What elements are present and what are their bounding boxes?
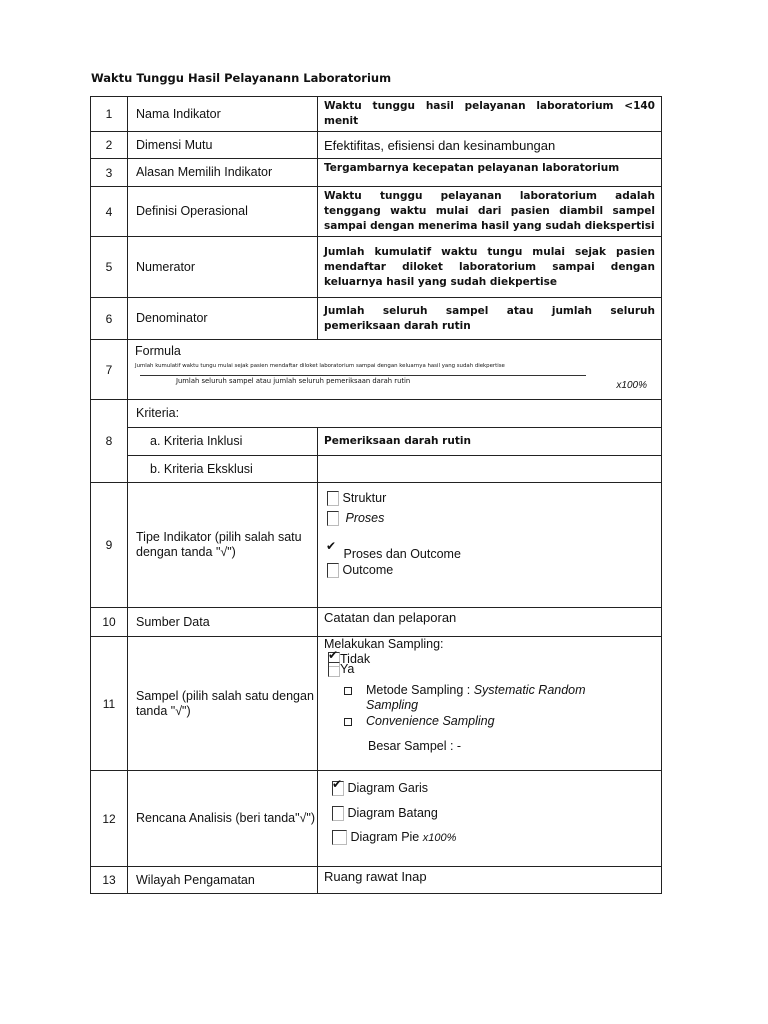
row-label: Nama Indikator bbox=[128, 97, 318, 132]
criteria-eksklusi-value bbox=[318, 456, 662, 483]
row-number: 10 bbox=[91, 608, 128, 637]
criteria-inklusi-label: a. Kriteria Inklusi bbox=[128, 428, 318, 456]
row-label: Tipe Indikator (pilih salah satu dengan tanda "√") bbox=[128, 483, 318, 608]
sample-size: Besar Sampel : - bbox=[368, 739, 462, 754]
row-number: 5 bbox=[91, 237, 128, 298]
analysis-options bbox=[318, 771, 662, 867]
table-row bbox=[91, 97, 662, 132]
checkbox-icon[interactable] bbox=[327, 491, 339, 506]
option-label: Diagram Batang bbox=[347, 806, 438, 820]
bullet-icon bbox=[344, 687, 352, 695]
row-number: 11 bbox=[91, 637, 128, 771]
sampling-heading: Melakukan Sampling: bbox=[324, 637, 444, 651]
table-row bbox=[91, 428, 662, 456]
checkbox-icon[interactable] bbox=[327, 563, 339, 578]
row-label: Dimensi Mutu bbox=[128, 132, 318, 159]
row-value: Efektifitas, efisiensi dan kesinambungan bbox=[318, 132, 662, 159]
row-label: Rencana Analisis (beri tanda"√") bbox=[128, 771, 318, 867]
row-value: Ruang rawat Inap bbox=[318, 867, 662, 894]
checkbox-icon[interactable] bbox=[332, 806, 344, 821]
table-row bbox=[91, 400, 662, 428]
option-diagram-batang[interactable] bbox=[332, 806, 661, 830]
pie-suffix: x100% bbox=[422, 832, 457, 844]
row-number: 3 bbox=[91, 159, 128, 187]
method-prefix: Metode Sampling : bbox=[366, 683, 474, 698]
criteria-inklusi-value: Pemeriksaan darah rutin bbox=[318, 428, 662, 456]
option-struktur[interactable] bbox=[327, 491, 661, 511]
option-label: Struktur bbox=[342, 491, 387, 505]
option-proses-dan-outcome[interactable] bbox=[327, 543, 661, 563]
table-row bbox=[91, 483, 662, 608]
table-row bbox=[91, 456, 662, 483]
sampling-options bbox=[318, 637, 662, 771]
row-value: Waktu tunggu pelayanan laboratorium adalah tenggang waktu mulai dari pasien diambil sampel sampai dengan menerima hasil yang sudah diekspertisi bbox=[318, 187, 662, 237]
option-label: Diagram Garis bbox=[347, 781, 429, 795]
checkbox-icon[interactable] bbox=[332, 830, 347, 845]
formula-multiplier: x100% bbox=[616, 380, 647, 391]
formula-denominator: Jumlah seluruh sampel atau jumlah seluruh pemeriksaan darah rutin bbox=[176, 377, 411, 385]
row-value: Waktu tunggu hasil pelayanan laboratorium <140 menit bbox=[318, 97, 662, 132]
fraction-line bbox=[140, 375, 586, 376]
row-number: 8 bbox=[91, 400, 128, 483]
convenience-label: Convenience Sampling bbox=[366, 714, 495, 729]
option-label: Outcome bbox=[342, 563, 394, 577]
table-row bbox=[91, 159, 662, 187]
formula-label: Formula bbox=[135, 344, 181, 358]
formula-cell bbox=[128, 340, 662, 400]
table-row bbox=[91, 237, 662, 298]
option-diagram-garis[interactable] bbox=[332, 781, 661, 806]
row-value: Catatan dan pelaporan bbox=[318, 608, 662, 637]
indicator-type-options bbox=[318, 483, 662, 608]
option-ya[interactable] bbox=[328, 662, 661, 677]
row-value: Jumlah kumulatif waktu tungu mulai sejak pasien mendaftar diloket laboratorium sampai dengan keluarnya hasil yang sudah diekpertise bbox=[318, 237, 662, 298]
row-label: Sampel (pilih salah satu dengan tanda "√") bbox=[128, 637, 318, 771]
option-label: Tidak bbox=[340, 652, 371, 666]
checkmark-icon[interactable] bbox=[327, 544, 337, 557]
method-value: Systematic Random Sampling bbox=[366, 683, 586, 713]
table-row bbox=[91, 867, 662, 894]
row-number: 13 bbox=[91, 867, 128, 894]
row-label: Alasan Memilih Indikator bbox=[128, 159, 318, 187]
checkbox-icon[interactable] bbox=[327, 511, 339, 526]
document-title: Waktu Tunggu Hasil Pelayanann Laboratorium bbox=[91, 71, 392, 85]
row-label: Numerator bbox=[128, 237, 318, 298]
option-label: Ya bbox=[340, 662, 355, 677]
row-value: Tergambarnya kecepatan pelayanan laboratorium bbox=[318, 159, 662, 187]
row-number: 7 bbox=[91, 340, 128, 400]
row-number: 12 bbox=[91, 771, 128, 867]
row-value: Jumlah seluruh sampel atau jumlah seluruh pemeriksaan darah rutin bbox=[318, 298, 662, 340]
option-label: Proses bbox=[345, 511, 385, 525]
checkbox-icon[interactable] bbox=[328, 662, 340, 677]
table-row bbox=[91, 298, 662, 340]
option-proses[interactable] bbox=[327, 511, 661, 543]
table-row bbox=[91, 637, 662, 771]
option-label: Diagram Pie bbox=[350, 830, 423, 844]
option-outcome[interactable] bbox=[327, 563, 661, 583]
option-label: Proses dan Outcome bbox=[343, 547, 461, 561]
table-row bbox=[91, 771, 662, 867]
row-number: 9 bbox=[91, 483, 128, 608]
row-label: Sumber Data bbox=[128, 608, 318, 637]
table-row bbox=[91, 608, 662, 637]
row-number: 4 bbox=[91, 187, 128, 237]
table-row bbox=[91, 132, 662, 159]
row-number: 1 bbox=[91, 97, 128, 132]
indicator-table bbox=[90, 96, 662, 894]
table-row bbox=[91, 187, 662, 237]
row-number: 6 bbox=[91, 298, 128, 340]
row-label: Wilayah Pengamatan bbox=[128, 867, 318, 894]
method-line bbox=[344, 683, 661, 713]
option-diagram-pie[interactable] bbox=[332, 830, 661, 852]
formula-numerator: Jumlah kumulatif waktu tungu mulai sejak pasien mendaftar diloket laboratorium sampai dengan keluarnya hasil yang sudah diekpertise bbox=[135, 363, 505, 369]
bullet-icon bbox=[344, 718, 352, 726]
table-row bbox=[91, 340, 662, 400]
row-number: 2 bbox=[91, 132, 128, 159]
row-label: Definisi Operasional bbox=[128, 187, 318, 237]
checkbox-icon[interactable] bbox=[332, 781, 344, 796]
row-label: Denominator bbox=[128, 298, 318, 340]
convenience-line bbox=[344, 714, 661, 729]
criteria-eksklusi-label: b. Kriteria Eksklusi bbox=[128, 456, 318, 483]
criteria-heading: Kriteria: bbox=[128, 400, 662, 428]
